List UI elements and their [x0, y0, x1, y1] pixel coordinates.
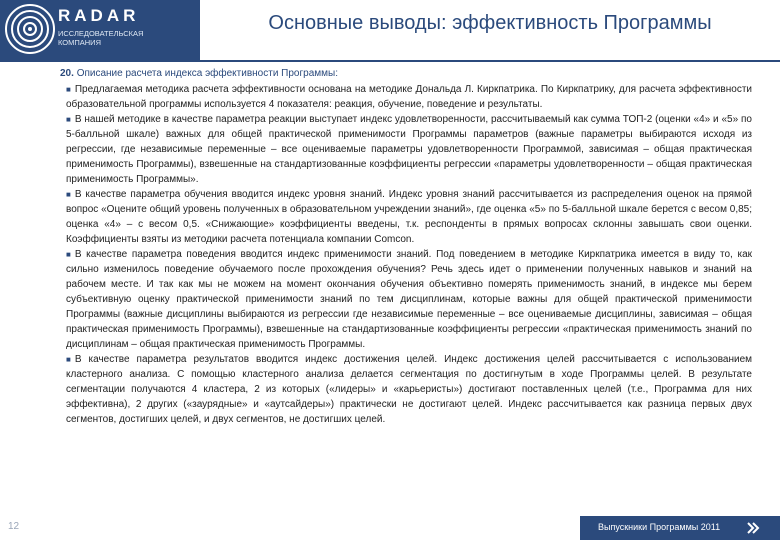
logo-subtitle: ИССЛЕДОВАТЕЛЬСКАЯ КОМПАНИЯ [58, 29, 144, 47]
list-item [66, 247, 752, 352]
bullet-text: В качестве параметра обучения вводится индекс уровня знаний. Индекс уровня знаний рассчитывается из распределения оценок на прямой вопрос «Оцените общий уровень полученных в образовательном учреждении знаний», где оценка «5» по 5-балльной шкале берется с весом 0,85; оценка «4» – с весом 0,5. «Снижающие» коэффициенты введены, т.к. респонденты в прямых вопросах склонны завышать свои оценки. Коэффициенты взяты из методики расчета потенциала компании Comcon. [66, 189, 752, 245]
section-heading [60, 66, 752, 81]
slide-header [0, 0, 780, 60]
square-bullet-icon: ■ [66, 190, 71, 199]
bullet-list [60, 82, 752, 427]
section-heading-text: Описание расчета индекса эффективности Программы: [76, 68, 338, 79]
radar-icon [4, 2, 56, 56]
list-item [66, 187, 752, 247]
list-item [66, 352, 752, 427]
list-item [66, 82, 752, 112]
footer-text: Выпускники Программы 2011 [598, 522, 721, 532]
list-item [66, 112, 752, 187]
bullet-text: В нашей методике в качестве параметра реакции выступает индекс удовлетворенности, рассчитываемый как сумма ТОП-2 (оценки «4» и «5» по 5-балльной шкале) важных для общей практической применимости Программы параметров (важные параметры выбираются исходя из регрессии, где независимые переменные – все оцениваемые параметры удовлетворенности Программой, зависимая – общая практическая применимость Программы), взвешенные на стандартизованные коэффициенты регрессии «параметры удовлетворенности – общая практическая применимость Программы». [66, 114, 752, 185]
logo-name: RADAR [58, 6, 140, 25]
square-bullet-icon: ■ [66, 85, 71, 94]
page-number: 12 [8, 521, 20, 532]
square-bullet-icon: ■ [66, 355, 71, 364]
footer-bar [580, 516, 780, 540]
page-title: Основные выводы: эффективность Программы [268, 12, 712, 34]
bullet-text: В качестве параметра результатов вводится индекс достижения целей. Индекс достижения целей рассчитывается с использованием кластерного анализа. С помощью кластерного анализа делается сегментация по достигнутым в ходе Программы целей. В результате сегментации получаются 4 кластера, 2 из которых («лидеры» и «карьеристы») достигают поставленных целей (т.е., Программа для них эффективна), 2 других («заурядные» и «аутсайдеры») практически не достигают целей. Индекс рассчитывается как разница первых двух сегментов, достигших целей, и двух сегментов, не достигших целей. [66, 354, 752, 425]
square-bullet-icon: ■ [66, 250, 71, 259]
square-bullet-icon: ■ [66, 115, 71, 124]
bullet-text: В качестве параметра поведения вводится индекс применимости знаний. Под поведением в методике Киркпатрика имеется в виду то, как сильно изменилось поведение обучаемого после прохождения обучения? Речь здесь идет о применении полученных навыков и знаний на рабочем месте. И так как мы не можем на момент окончания обучения объективно померять применимость знаний, в индексе мы берем субъективную оценку практической применимости знаний по тем дисциплинам, которые важны для общей практической применимости Программы (важные дисциплины выбираются из регрессии где независимые переменные – все оцениваемые дисциплины, зависимая – общая практическая применимость Программы), взвешенные на стандартизованные коэффициенты регрессии «практическая применимость знаний по дисциплинам – общая практическая применимость Программы. [66, 249, 752, 350]
bullet-text: Предлагаемая методика расчета эффективности основана на методике Дональда Л. Киркпатрика. По Киркпатрику, для расчета эффективности образовательной программы используется 4 показателя: реакция, обучение, поведение и результаты. [66, 84, 752, 110]
logo-block [0, 0, 200, 60]
header-divider [0, 60, 780, 62]
chevrons-right-icon [746, 521, 760, 535]
slide-content [60, 66, 752, 427]
section-number: 20. [60, 68, 74, 79]
